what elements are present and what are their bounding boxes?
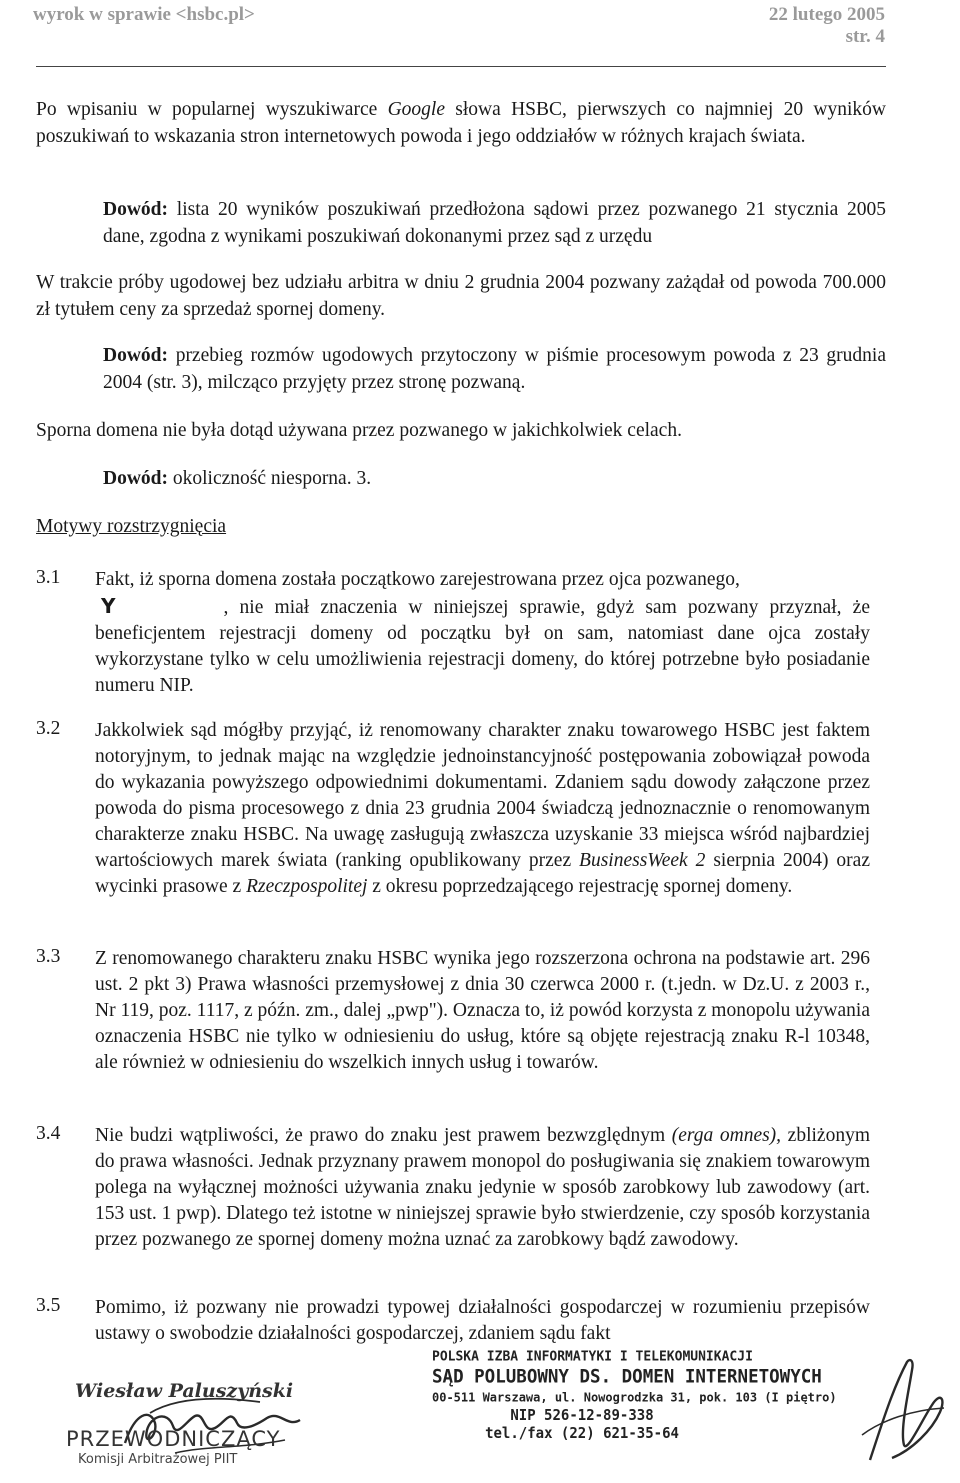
section-body-3-5: Pomimo, iż pozwany nie prowadzi typowej działalności gospodarczej w rozumieniu przepisów ustawy o swobodzie działalności gospodarczej, zdaniem sądu fakt: [95, 1297, 870, 1344]
erga-omnes-emphasis: (erga omnes),: [671, 1125, 782, 1146]
header-title: wyrok w sprawie <hsbc.pl>: [33, 4, 255, 25]
evidence-label: Dowód:: [103, 468, 169, 489]
section-text: zbliżonym do prawa własności. Jednak przyznany prawem monopol do posługiwania się znakiem towarowym polega na wyłącznej możności używania znaku jedynie w sposób zarobkowy lub zawodowy (art. 153 ust. 1 pwp). Dlatego też istotne w niniejszej sprawie było stwierdzenie, czy sposób korzystania przez pozwanego ze spornej domeny można uznać za zarobkowy bądź zawodowy.: [95, 1125, 870, 1250]
court-stamp: [432, 1348, 837, 1443]
handwritten-signature-right: [852, 1350, 952, 1475]
section-number-3-3: 3.3: [36, 946, 61, 967]
redacted-initial: Y: [101, 594, 116, 618]
stamp-line: NIP 526-12-89-338: [510, 1407, 654, 1425]
section-text: Fakt, iż sporna domena została początkowo zarejestrowana przez ojca pozwanego,: [95, 569, 740, 590]
stamp-line: SĄD POLUBOWNY DS. DOMEN INTERNETOWYCH: [432, 1366, 822, 1388]
businessweek-emphasis: BusinessWeek 2: [579, 850, 706, 871]
section-body-3-1: [95, 567, 870, 699]
header-divider: [36, 66, 886, 67]
paragraph-google-search: [36, 97, 886, 150]
section-number-3-2: 3.2: [36, 718, 61, 739]
stamp-line: tel./fax (22) 621-35-64: [485, 1425, 679, 1443]
evidence-1: [103, 197, 886, 250]
section-text: Nie budzi wątpliwości, że prawo do znaku jest prawem bezwzględnym: [95, 1125, 672, 1146]
header-date: 22 lutego 2005: [768, 4, 885, 25]
evidence-3: [103, 466, 886, 493]
section-number-3-4: 3.4: [36, 1123, 61, 1144]
section-text: , nie miał znaczenia w niniejszej sprawie, gdyż sam pozwany przyznał, że beneficjentem rejestracji domeny od początku był on sam, natomiast dane ojca zostały wykorzystane tylko w celu umożliwienia rejestracji domeny, do której potrzebne było posiadanie numeru NIP.: [95, 597, 870, 696]
section-body-3-3: Z renomowanego charakteru znaku HSBC wynika jego rozszerzona ochrona na podstawie art. 296 ust. 2 pkt 3) Prawa własności przemysłowej z dnia 30 czerwca 2000 r. (t.jedn. w Dz.U. z 2003 r., Nr 119, poz. 1117, z późn. zm., dalej „pwp"). Oznacza to, iż powód korzysta z monopolu używania oznaczenia HSBC nie tylko w odniesieniu do usług, które są objęte rejestracją znaku R-l 10348, ale również w odniesieniu do wszelkich innych usług i towarów.: [95, 948, 870, 1073]
signatory-title: PRZEWODNICZĄCY: [66, 1427, 281, 1451]
paragraph-domain-unused: Sporna domena nie była dotąd używana przez pozwanego w jakichkolwiek celach.: [36, 420, 682, 441]
section-text: z okresu poprzedzającego rejestrację spornej domeny.: [367, 876, 793, 897]
section-number-3-5: 3.5: [36, 1295, 61, 1316]
google-emphasis: Google: [387, 99, 445, 120]
paragraph-settlement: W trakcie próby ugodowej bez udziału arbitra w dniu 2 grudnia 2004 pozwany zażądał od powoda 700.000 zł tytułem ceny za sprzedaż spornej domeny.: [36, 272, 886, 320]
stamp-line: POLSKA IZBA INFORMATYKI I TELEKOMUNIKACJI: [432, 1348, 753, 1365]
paragraph-text: Po wpisaniu w popularnej wyszukiwarce: [36, 99, 388, 120]
signatory-subtitle: Komisji Arbitrażowej PIIT: [78, 1452, 238, 1467]
evidence-label: Dowód:: [103, 199, 169, 220]
section-heading-motywy: Motywy rozstrzygnięcia: [36, 516, 227, 537]
rzeczpospolita-emphasis: Rzeczpospolitej: [246, 876, 368, 897]
evidence-text: lista 20 wyników poszukiwań przedłożona sądowi przez pozwanego 21 stycznia 2005 dane, zgodna z wynikami poszukiwań dokonanymi przez sąd z urzędu: [103, 199, 886, 247]
evidence-text: przebieg rozmów ugodowych przytoczony w piśmie procesowym powoda z 23 grudnia 2004 (str. 3), milcząco przyjęty przez stronę pozwaną.: [103, 345, 886, 393]
section-body-3-4: [95, 1123, 870, 1253]
stamp-line: 00-511 Warszawa, ul. Nowogrodzka 31, pok. 103 (I piętro): [432, 1389, 837, 1405]
section-text: Jakkolwiek sąd mógłby przyjąć, iż renomowany charakter znaku towarowego HSBC jest faktem notoryjnym, to jednak mając na względzie jednoinstancyjność postępowania zobowiązał powoda do wykazania powyższego odpowiednimi dokumentami. Zdaniem sądu dowody załączone przez powoda do pisma procesowego z dnia 23 grudnia 2004 świadczą jednoznacznie o renomowanym charakterze znaku HSBC. Na uwagę zasługują zwłaszcza uzyskanie 33 miejsca wśród najbardziej wartościowych marek świata (ranking opublikowany przez: [95, 720, 870, 871]
header-page-number: str. 4: [845, 26, 885, 47]
evidence-text: okoliczność niesporna. 3.: [168, 468, 372, 489]
section-number-3-1: 3.1: [36, 567, 61, 588]
paragraph-text: słowa HSBC, pierwszych co najmniej 20 wyników poszukiwań to wskazania stron internetowych powoda i jego oddziałów w różnych krajach świata.: [36, 99, 886, 147]
evidence-2: [103, 343, 886, 396]
section-body-3-2: [95, 718, 870, 900]
signatory-name: Wiesław Paluszyński: [75, 1380, 294, 1402]
section-text: sierpnia 2004) oraz wycinki prasowe z: [95, 850, 870, 897]
evidence-label: Dowód:: [103, 345, 169, 366]
